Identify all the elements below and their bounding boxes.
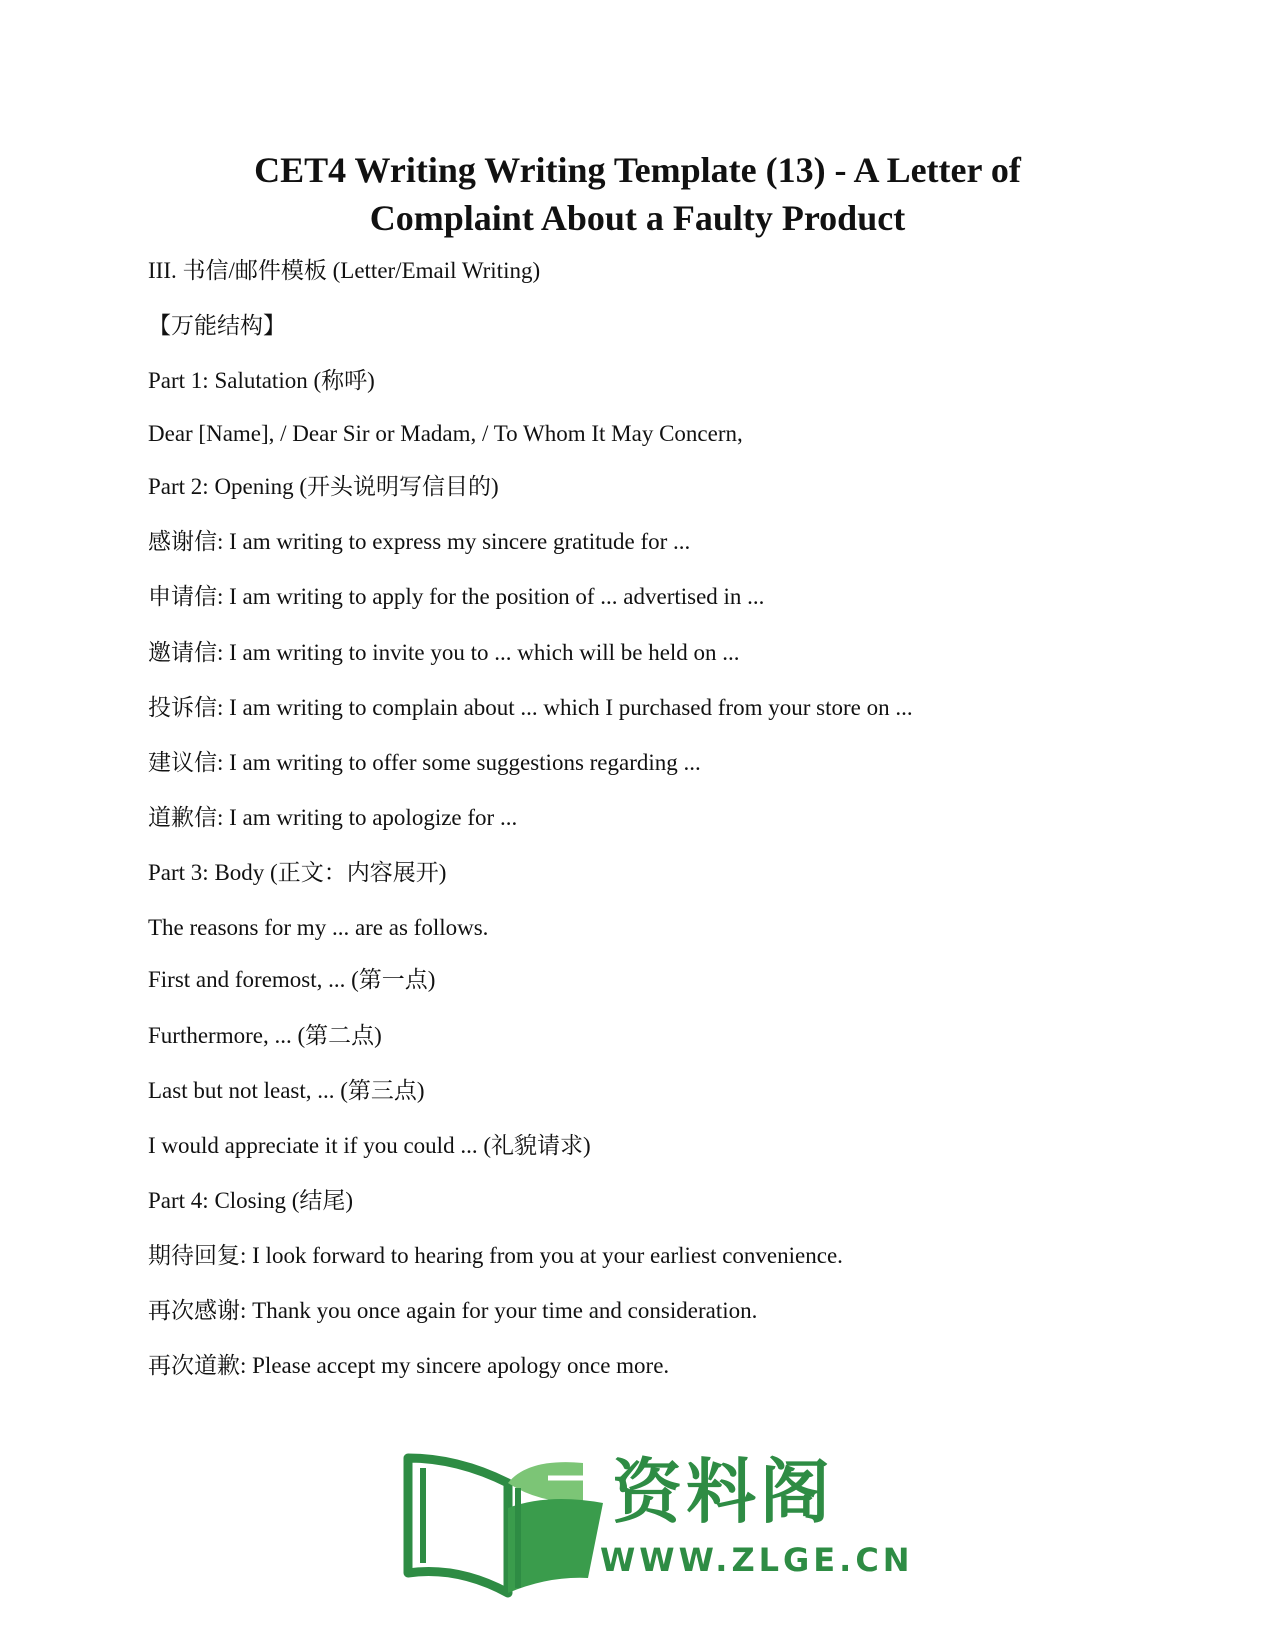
opening-application: 申请信: I am writing to apply for the position of ... advertised in ... <box>148 584 765 609</box>
closing-apology: 再次道歉: Please accept my sincere apology once more. <box>148 1353 670 1378</box>
brand-url: WWW.ZLGE.CN <box>600 1541 914 1579</box>
document-title <box>140 146 1135 242</box>
brand-watermark: 资料阁 <box>612 1451 834 1533</box>
closing-thanks: 再次感谢: Thank you once again for your time and consideration. <box>148 1298 758 1323</box>
body-reasons: The reasons for my ... are as follows. <box>148 915 489 940</box>
body-request: I would appreciate it if you could ... (礼貌请求) <box>148 1133 591 1158</box>
section-heading: III. 书信/邮件模板 (Letter/Email Writing) <box>148 258 541 283</box>
opening-apology: 道歉信: I am writing to apologize for ... <box>148 805 518 830</box>
part-2-heading: Part 2: Opening (开头说明写信目的) <box>148 474 499 499</box>
part-1-heading: Part 1: Salutation (称呼) <box>148 368 375 393</box>
opening-thanks: 感谢信: I am writing to express my sincere gratitude for ... <box>148 529 691 554</box>
body-second-point: Furthermore, ... (第二点) <box>148 1023 382 1048</box>
part-4-heading: Part 4: Closing (结尾) <box>148 1188 354 1213</box>
structure-heading: 【万能结构】 <box>148 313 286 338</box>
opening-invitation: 邀请信: I am writing to invite you to ... which will be held on ... <box>148 640 740 665</box>
part-3-heading: Part 3: Body (正文：内容展开) <box>148 860 447 885</box>
body-third-point: Last but not least, ... (第三点) <box>148 1078 425 1103</box>
body-first-point: First and foremost, ... (第一点) <box>148 967 436 992</box>
title-line-2: Complaint About a Faulty Product <box>369 198 906 238</box>
title-line-1: CET4 Writing Writing Template (13) - A Letter of <box>254 150 1021 190</box>
opening-suggestion: 建议信: I am writing to offer some suggestions regarding ... <box>148 750 701 775</box>
closing-reply: 期待回复: I look forward to hearing from you at your earliest convenience. <box>148 1243 843 1268</box>
salutation-line: Dear [Name], / Dear Sir or Madam, / To Whom It May Concern, <box>148 421 743 446</box>
opening-complaint: 投诉信: I am writing to complain about ... which I purchased from your store on ... <box>148 695 913 720</box>
